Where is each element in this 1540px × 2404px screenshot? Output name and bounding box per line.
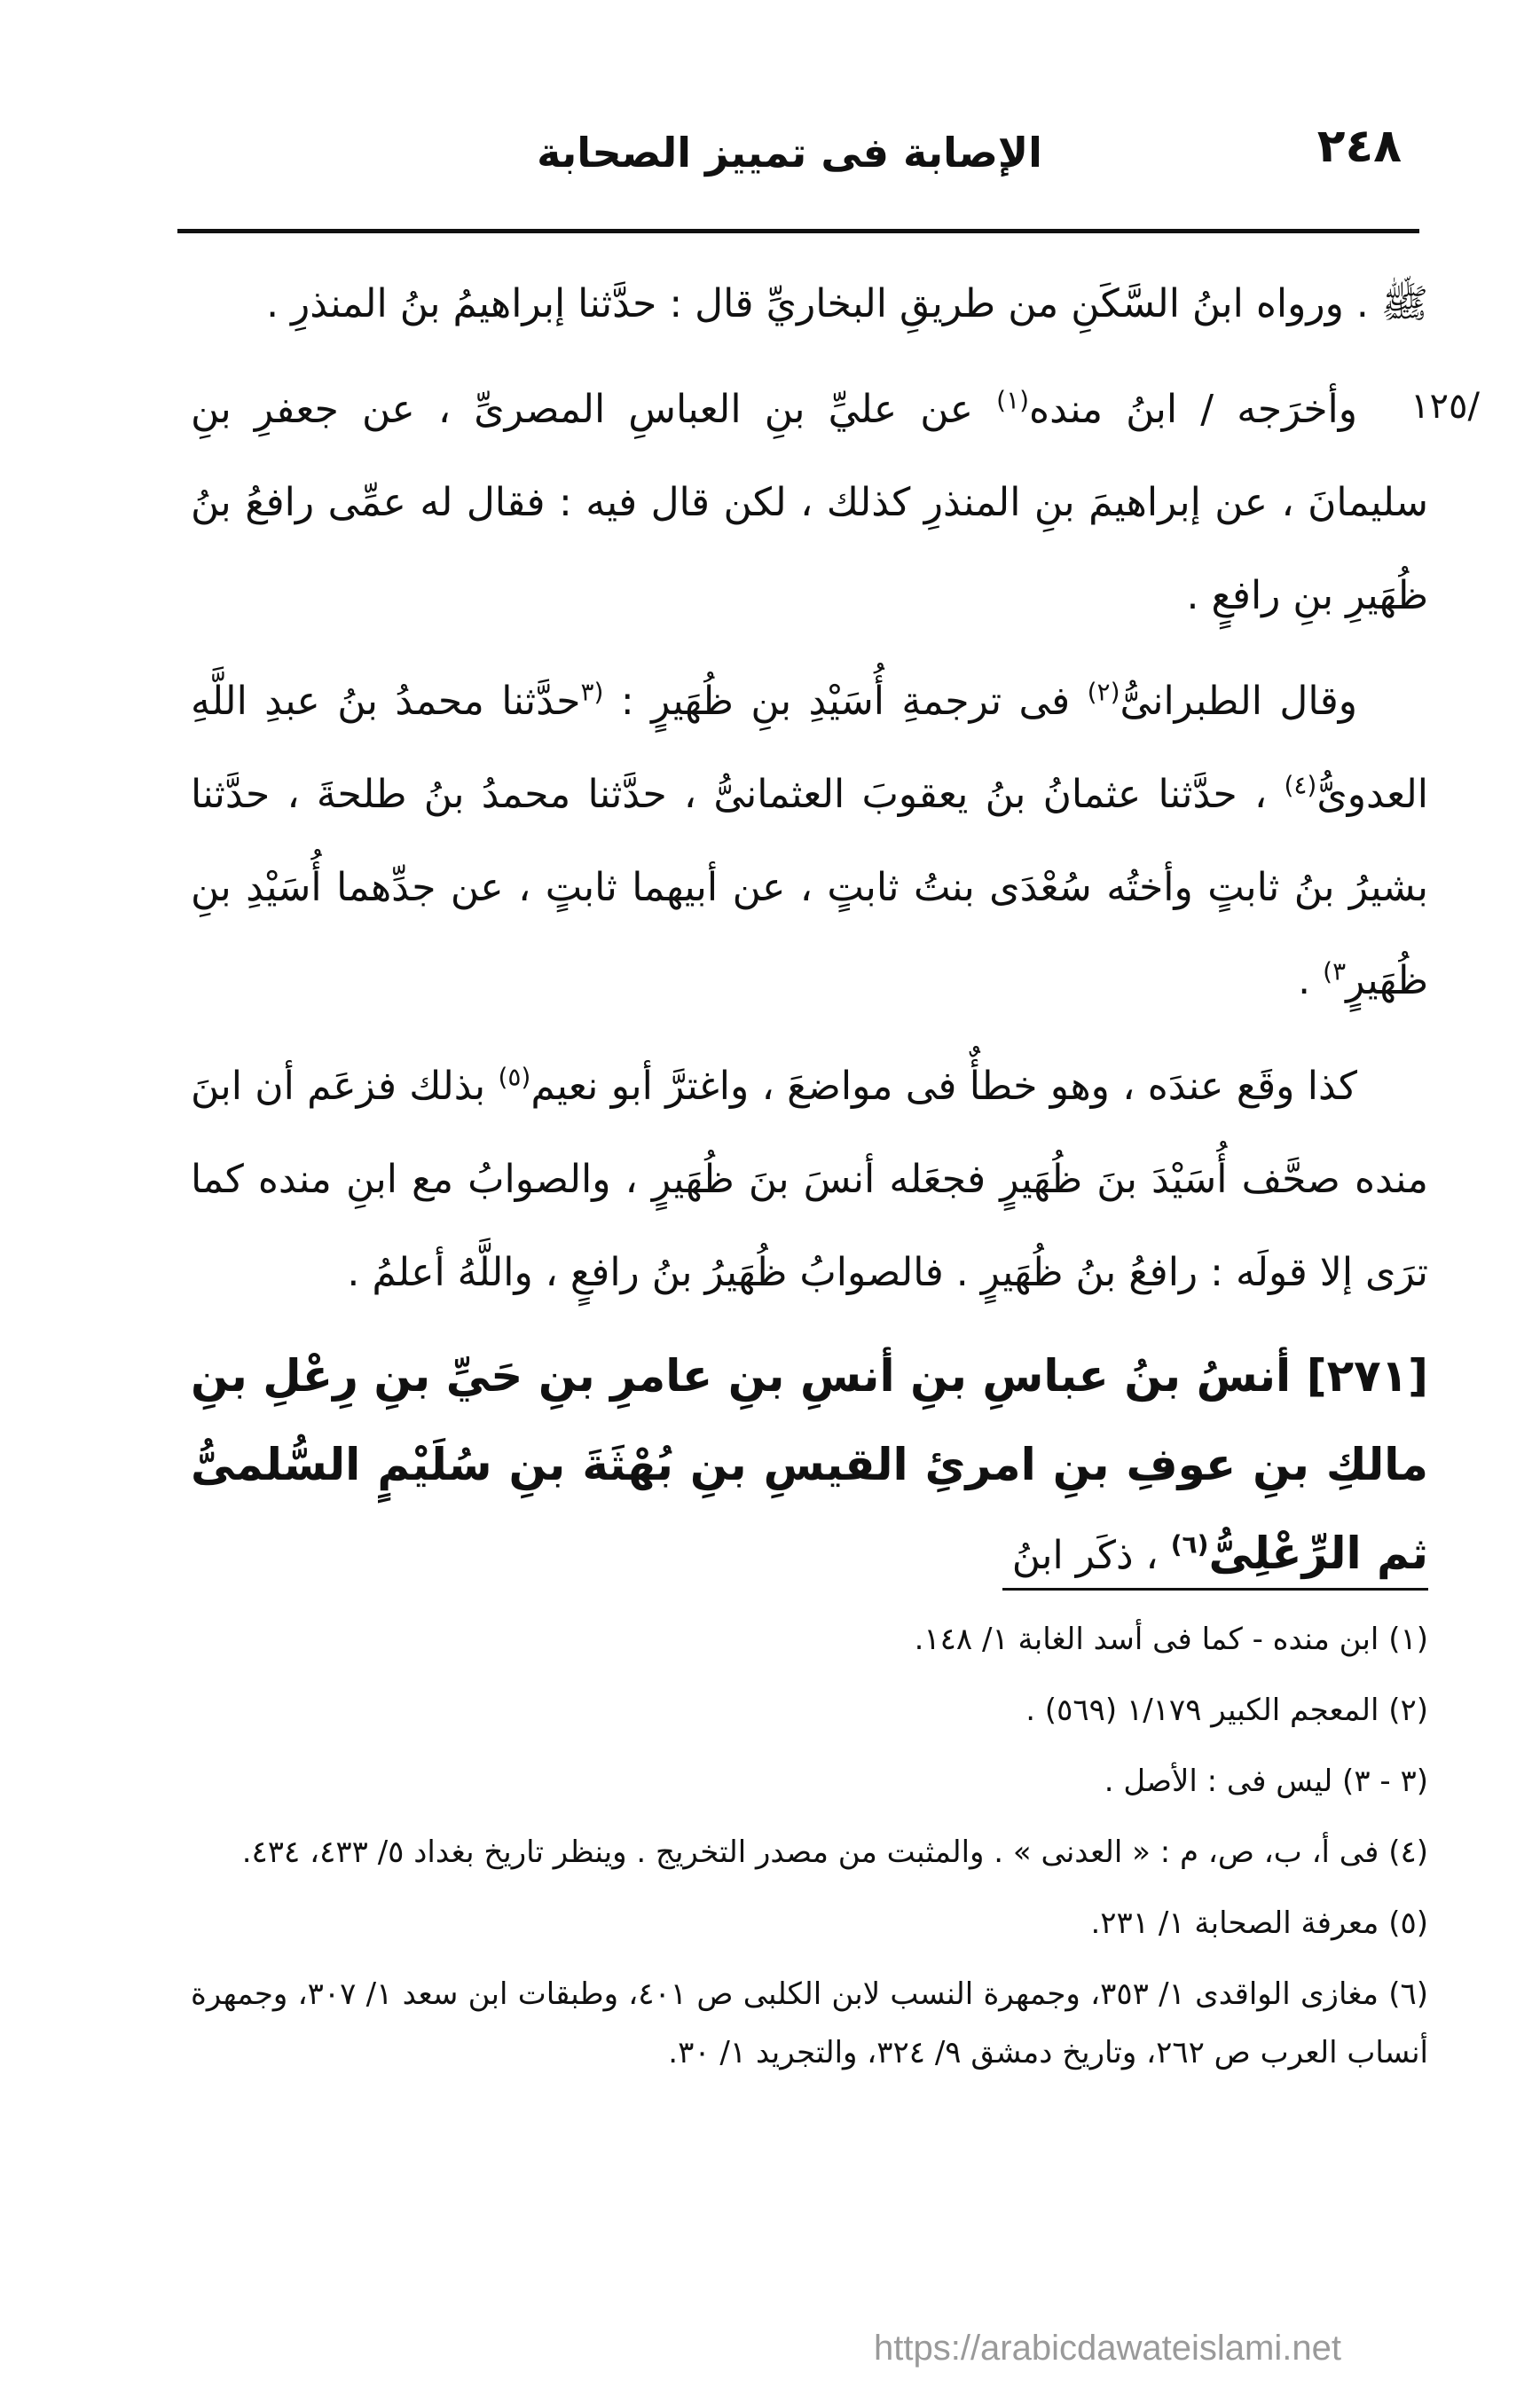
paragraph-2: [191, 363, 1428, 642]
paragraph-2-text-b: عن عليِّ بنِ العباسِ المصرىِّ ، عن جعفرِ بنِ سليمانَ ، عن إبراهيمَ بنِ المنذرِ كذلك ، لكن قال فيه : فقال له عمِّى رافعُ بنُ ظُهَيرِ بنِ رافعٍ .: [191, 387, 1428, 618]
paragraph-3: [191, 655, 1428, 1027]
footnote-ref-5[interactable]: (٥): [498, 1062, 531, 1092]
watermark-url: https://arabicdawateislami.net: [874, 2329, 1341, 2368]
paragraph-4-text-a: كذا وقَع عندَه ، وهو خطأٌ فى مواضعَ ، واغترَّ أبو نعيم: [530, 1064, 1358, 1109]
footnote-ref-2[interactable]: (٢): [1087, 677, 1120, 707]
footnote-5: (٥) معرفة الصحابة ١/ ٢٣١.: [1090, 1905, 1428, 1941]
entry-heading-text: [٢٧١] أنسُ بنُ عباسِ بنِ أنسِ بنِ عامرِ بنِ حَيِّ بنِ رِعْلِ بنِ مالكِ بنِ عوفِ بنِ امرئِ القيسِ بنِ بُهْثَةَ بنِ سُلَيْمٍ السُّلمىُّ ثم الرِّعْلِىُّ: [191, 1350, 1428, 1579]
main-text: [191, 257, 1428, 1613]
paragraph-2-text-a: وأخرَجه / ابنُ منده: [1029, 387, 1357, 432]
footnote-2: (٢) المعجم الكبير ١/١٧٩ (٥٦٩) .: [1025, 1693, 1428, 1728]
biography-entry-heading: [191, 1332, 1428, 1600]
paragraph-4: [191, 1040, 1428, 1319]
running-title: الإصابة فى تمييز الصحابة: [537, 129, 1042, 177]
footnote-ref-3-start[interactable]: (٣: [580, 677, 604, 707]
paragraph-4-text-b: بذلك فزعَم أن ابنَ منده صحَّف أُسَيْدَ بنَ ظُهَيرٍ فجعَله أنسَ بنَ ظُهَيرٍ ، والصوابُ مع ابنِ منده كما ترَى إلا قولَه : رافعُ بنُ ظُهَيرٍ . فالصوابُ ظُهَيرُ بنُ رافعٍ ، واللَّهُ أعلمُ .: [191, 1064, 1428, 1295]
paragraph-3-text-e: .: [1298, 958, 1324, 1003]
paragraph-1-text: ﷺ . ورواه ابنُ السَّكَنِ من طريقِ البخاريِّ قال : حدَّثنا إبراهيمُ بنُ المنذرِ .: [266, 281, 1428, 326]
footnote-ref-4[interactable]: (٤): [1284, 770, 1317, 800]
entry-continuation-text: ، ذكَر ابنُ: [1011, 1533, 1171, 1578]
footnote-ref-1[interactable]: (١): [996, 385, 1030, 415]
paragraph-3-text-b: فى ترجمةِ أُسَيْدِ بنِ ظُهَيرٍ :: [603, 679, 1088, 724]
paragraph-3-text-a: وقال الطبرانىُّ: [1120, 679, 1358, 724]
footnote-1: (١) ابن منده - كما فى أسد الغابة ١/ ١٤٨.: [914, 1622, 1428, 1657]
footnotes: [191, 1610, 1428, 2094]
margin-page-reference: /١٢٥: [1410, 386, 1480, 427]
page-number: ٢٤٨: [1316, 120, 1402, 173]
footnote-ref-3-end[interactable]: ٣): [1323, 956, 1347, 986]
footnote-ref-6[interactable]: (٦): [1170, 1529, 1209, 1559]
paragraph-3-text-d: ، حدَّثنا عثمانُ بنُ يعقوبَ العثمانىُّ ، حدَّثنا محمدُ بنُ طلحةَ ، حدَّثنا بشيرُ بنُ ثابتٍ وأختُه سُعْدَى بنتُ ثابتٍ ، عن أبيهما ثابتٍ ، عن جدِّهما أُسَيْدِ بنِ ظُهَيرٍ: [191, 772, 1428, 1003]
footnote-3: (٣ - ٣) ليس فى : الأصل .: [1104, 1764, 1428, 1799]
paragraph-1: [191, 257, 1428, 350]
paragraph-3-text-c: حدَّثنا محمدُ بنُ عبدِ اللَّهِ العدوىُّ: [191, 679, 1428, 817]
footnote-separator: [1002, 1588, 1428, 1591]
footnote-6: (٦) مغازى الواقدى ١/ ٣٥٣، وجمهرة النسب لابن الكلبى ص ٤٠١، وطبقات ابن سعد ١/ ٣٠٧، وجمهرة أنساب العرب ص ٢٦٢، وتاريخ دمشق ٩/ ٣٢٤، والتجريد ١/ ٣٠.: [191, 1976, 1429, 2070]
header-rule: [177, 229, 1419, 233]
page-header: [177, 120, 1402, 226]
footnote-4: (٤) فى أ، ب، ص، م : « العدنى » . والمثبت من مصدر التخريج . وينظر تاريخ بغداد ٥/ ٤٣٣، ٤٣٤.: [241, 1834, 1428, 1870]
